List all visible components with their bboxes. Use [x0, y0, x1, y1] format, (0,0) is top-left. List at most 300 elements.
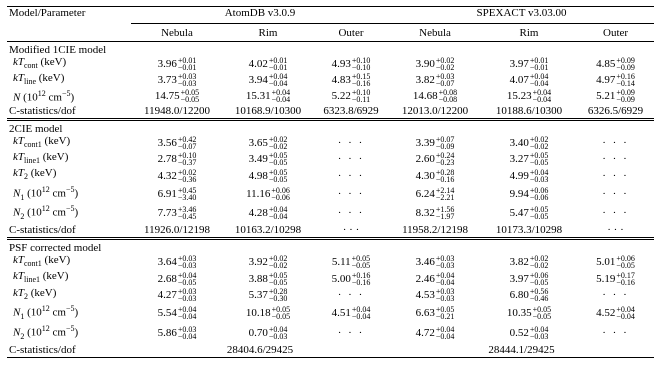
value-main: 6.63: [415, 306, 435, 319]
value-errors: [269, 255, 288, 269]
value-with-errors: [416, 255, 455, 269]
value-with-errors: [596, 306, 635, 320]
value-main: 10.18: [245, 306, 271, 319]
value-cell: [389, 167, 481, 183]
value-main: 10.35: [506, 306, 532, 319]
value-main: 6.24: [415, 187, 435, 200]
table-row: [7, 203, 654, 223]
value-cell: [223, 303, 313, 323]
value-errors: [178, 306, 197, 320]
table-row: [7, 287, 654, 303]
value-main: 3.82: [509, 256, 529, 269]
value-with-errors: [332, 57, 371, 71]
error-minus: −0.09: [616, 95, 635, 105]
error-plus: +0.03: [177, 254, 197, 264]
value-errors: [439, 89, 458, 103]
value-with-errors: [249, 255, 288, 269]
value-main: 3.73: [157, 74, 177, 87]
value-cell: [131, 303, 223, 323]
error-plus: +0.56: [529, 286, 549, 296]
error-plus: +3.46: [177, 205, 197, 215]
value-main: 3.94: [248, 74, 268, 87]
value-main: 2.68: [157, 272, 177, 285]
value-with-errors: [510, 169, 549, 183]
error-minus: −0.04: [532, 95, 552, 105]
value-cell: [313, 287, 389, 303]
table-row: [7, 323, 654, 343]
value-errors: [616, 57, 635, 71]
value-cell: [223, 56, 313, 72]
value-with-errors: [416, 73, 455, 87]
value-cell: [223, 167, 313, 183]
error-minus: −0.04: [529, 79, 549, 89]
value-with-errors: [158, 187, 197, 201]
value-cell: [577, 203, 654, 223]
value-cell: [577, 184, 654, 204]
value-cell: [223, 184, 313, 204]
value-errors: [616, 306, 635, 320]
error-plus: +0.02: [529, 135, 549, 145]
value-with-errors: [510, 272, 549, 286]
value-errors: [436, 306, 455, 320]
value-cell: [313, 56, 389, 72]
error-minus: −0.05: [532, 311, 552, 321]
value-errors: [178, 206, 197, 220]
value-errors: [178, 288, 197, 302]
value-main: 5.01: [596, 256, 616, 269]
section-title: PSF corrected model: [9, 242, 102, 255]
error-plus: +0.06: [529, 185, 549, 195]
value-cell: [131, 254, 223, 270]
error-minus: −0.04: [351, 311, 371, 321]
error-plus: +0.08: [438, 88, 458, 98]
value-main: 4.07: [509, 74, 529, 87]
error-plus: +0.42: [177, 135, 197, 145]
value-errors: [178, 169, 197, 183]
error-minus: −2.21: [435, 192, 455, 202]
error-minus: −0.03: [177, 261, 197, 271]
value-with-errors: [413, 89, 457, 103]
value-main: 4.28: [248, 207, 268, 220]
value-cell: [131, 56, 223, 72]
error-plus: +0.01: [529, 56, 549, 66]
stat-value: 6323.8/6929: [313, 104, 389, 120]
value-main: 4.83: [331, 74, 351, 87]
group-header: SPEXACT v3.03.00: [389, 7, 654, 24]
error-plus: +0.03: [435, 254, 455, 264]
ellipsis: · · ·: [602, 137, 629, 150]
value-cell: [131, 88, 223, 104]
region-header: Rim: [223, 24, 313, 42]
value-cell: [577, 135, 654, 151]
value-main: 3.64: [157, 256, 177, 269]
value-errors: [269, 136, 288, 150]
value-cell: [131, 72, 223, 88]
error-minus: −0.05: [529, 277, 549, 287]
value-with-errors: [158, 206, 197, 220]
error-minus: −0.16: [435, 174, 455, 184]
error-minus: −0.03: [529, 174, 549, 184]
value-with-errors: [246, 89, 290, 103]
stat-row: [7, 104, 654, 120]
value-errors: [436, 169, 455, 183]
value-errors: [269, 206, 288, 220]
stat-value: 10188.6/10300: [481, 104, 577, 120]
value-with-errors: [510, 136, 549, 150]
value-with-errors: [332, 272, 371, 286]
error-plus: +0.10: [351, 56, 371, 66]
value-main: 5.86: [157, 326, 177, 339]
value-with-errors: [510, 206, 549, 220]
section-title-row: [7, 239, 654, 255]
error-minus: −0.05: [271, 311, 291, 321]
value-with-errors: [510, 187, 549, 201]
error-plus: +0.10: [177, 151, 197, 161]
section-title-row: [7, 42, 654, 57]
error-minus: −0.05: [177, 277, 197, 287]
value-with-errors: [249, 206, 288, 220]
value-main: 14.75: [154, 90, 180, 103]
value-cell: [481, 254, 577, 270]
value-with-errors: [158, 288, 197, 302]
error-plus: +0.09: [616, 88, 635, 98]
error-plus: +2.14: [435, 185, 455, 195]
stat-value: · · ·: [577, 223, 654, 239]
stat-value: 28444.1/29425: [389, 343, 654, 358]
value-with-errors: [155, 89, 199, 103]
value-with-errors: [249, 152, 288, 166]
value-cell: [131, 270, 223, 286]
value-main: 3.82: [415, 74, 435, 87]
stat-value: 10168.9/10300: [223, 104, 313, 120]
value-with-errors: [158, 57, 197, 71]
value-errors: [178, 326, 197, 340]
error-minus: −0.01: [268, 63, 288, 73]
value-errors: [352, 272, 371, 286]
error-minus: −0.06: [529, 192, 549, 202]
value-cell: [577, 323, 654, 343]
value-with-errors: [510, 57, 549, 71]
error-minus: −0.07: [177, 142, 197, 152]
value-main: 5.00: [331, 272, 351, 285]
value-main: 0.52: [509, 326, 529, 339]
error-plus: +0.05: [268, 167, 288, 177]
error-minus: −0.02: [268, 261, 288, 271]
param-label: $N_1$ ($10^{12}$ $cm^{-5}$): [13, 303, 79, 321]
error-minus: −0.16: [351, 277, 371, 287]
value-with-errors: [158, 255, 197, 269]
value-main: 4.85: [596, 58, 616, 71]
value-cell: [313, 151, 389, 167]
error-minus: −0.36: [177, 174, 197, 184]
value-with-errors: [416, 306, 455, 320]
value-cell: [577, 270, 654, 286]
error-minus: −0.30: [268, 293, 288, 303]
value-errors: [616, 272, 635, 286]
value-errors: [436, 187, 455, 201]
error-minus: −0.04: [435, 331, 455, 341]
error-minus: −0.04: [268, 79, 288, 89]
error-minus: −0.21: [435, 311, 455, 321]
value-cell: [481, 151, 577, 167]
value-cell: [313, 323, 389, 343]
stat-row: [7, 223, 654, 239]
value-cell: [481, 184, 577, 204]
error-minus: −0.05: [529, 158, 549, 168]
ellipsis: · · ·: [337, 187, 365, 200]
value-with-errors: [158, 73, 197, 87]
value-cell: [313, 184, 389, 204]
value-with-errors: [158, 326, 197, 340]
value-errors: [530, 152, 549, 166]
error-plus: +0.06: [616, 254, 635, 264]
error-minus: −0.03: [529, 331, 549, 341]
error-minus: −0.03: [435, 261, 455, 271]
param-label: N ($10^{12}$ $cm^{-5}$): [13, 89, 75, 105]
error-minus: −0.05: [351, 261, 371, 271]
error-minus: −0.05: [268, 174, 288, 184]
error-plus: +0.04: [268, 72, 288, 82]
error-minus: −0.02: [529, 142, 549, 152]
value-cell: [389, 88, 481, 104]
value-errors: [178, 255, 197, 269]
section-title: Modified 1CIE model: [9, 44, 107, 56]
value-main: 3.96: [157, 58, 177, 71]
param-label: $kT_{cont}$ (keV): [13, 56, 67, 71]
value-with-errors: [246, 306, 290, 320]
param-label: $kT_2$ (keV): [13, 167, 57, 182]
value-with-errors: [249, 326, 288, 340]
value-cell: [389, 303, 481, 323]
value-errors: [178, 57, 197, 71]
error-minus: −0.10: [351, 63, 371, 73]
error-minus: −0.05: [616, 261, 635, 271]
error-plus: +0.04: [435, 270, 455, 280]
value-cell: [481, 56, 577, 72]
error-plus: +0.04: [532, 88, 552, 98]
region-header: Outer: [313, 24, 389, 42]
value-cell: [389, 72, 481, 88]
value-with-errors: [416, 187, 455, 201]
value-with-errors: [158, 272, 197, 286]
value-with-errors: [249, 169, 288, 183]
value-main: 2.78: [157, 153, 177, 166]
value-cell: [313, 203, 389, 223]
value-with-errors: [158, 306, 197, 320]
ellipsis: · · ·: [602, 288, 629, 301]
param-label: $kT_{line}$ (keV): [13, 72, 65, 87]
value-with-errors: [510, 73, 549, 87]
error-plus: +0.05: [529, 205, 549, 215]
value-errors: [530, 57, 549, 71]
value-errors: [272, 306, 291, 320]
value-cell: [481, 88, 577, 104]
table-row: [7, 270, 654, 286]
value-cell: [389, 287, 481, 303]
value-errors: [616, 73, 635, 87]
value-cell: [131, 323, 223, 343]
value-cell: [313, 303, 389, 323]
error-plus: +0.04: [177, 270, 197, 280]
region-header: Nebula: [131, 24, 223, 42]
value-cell: [481, 270, 577, 286]
error-minus: −0.04: [435, 277, 455, 287]
value-errors: [436, 272, 455, 286]
value-with-errors: [249, 57, 288, 71]
error-plus: +0.03: [177, 324, 197, 334]
ellipsis: · · ·: [602, 153, 629, 166]
value-errors: [352, 306, 371, 320]
value-cell: [313, 88, 389, 104]
table-row: [7, 72, 654, 88]
error-plus: +0.05: [268, 270, 288, 280]
value-with-errors: [416, 152, 455, 166]
error-minus: −0.03: [177, 293, 197, 303]
value-cell: [577, 88, 654, 104]
value-cell: [389, 135, 481, 151]
error-plus: +0.24: [435, 151, 455, 161]
error-plus: +0.07: [435, 135, 455, 145]
value-errors: [269, 326, 288, 340]
value-main: 4.72: [415, 326, 435, 339]
value-errors: [616, 255, 635, 269]
value-cell: [313, 270, 389, 286]
error-minus: −0.37: [177, 158, 197, 168]
section-title-row: [7, 120, 654, 136]
value-main: 3.27: [509, 153, 529, 166]
value-cell: [223, 151, 313, 167]
value-cell: [223, 88, 313, 104]
value-main: 3.49: [248, 153, 268, 166]
value-main: 3.39: [415, 137, 435, 150]
value-errors: [436, 57, 455, 71]
error-plus: +0.04: [529, 324, 549, 334]
value-cell: [481, 135, 577, 151]
value-main: 4.98: [248, 169, 268, 182]
value-cell: [481, 167, 577, 183]
value-errors: [269, 169, 288, 183]
value-cell: [389, 254, 481, 270]
value-with-errors: [249, 73, 288, 87]
group-header: AtomDB v3.0.9: [131, 7, 389, 24]
table-row: [7, 184, 654, 204]
value-with-errors: [246, 187, 290, 201]
ellipsis: · · ·: [602, 207, 629, 220]
error-plus: +0.06: [271, 185, 290, 195]
param-label: $kT_{line1}$ (keV): [13, 151, 69, 166]
value-with-errors: [249, 288, 288, 302]
value-with-errors: [416, 136, 455, 150]
value-cell: [313, 167, 389, 183]
value-with-errors: [158, 169, 197, 183]
value-with-errors: [416, 57, 455, 71]
value-main: 3.92: [248, 256, 268, 269]
value-main: 3.46: [415, 256, 435, 269]
value-main: 5.54: [157, 306, 177, 319]
value-main: 5.11: [331, 256, 351, 269]
error-plus: +0.02: [268, 135, 288, 145]
value-cell: [223, 254, 313, 270]
param-label: $kT_2$ (keV): [13, 286, 57, 301]
param-label: $N_1$ ($10^{12}$ $cm^{-5}$): [13, 184, 79, 202]
value-cell: [389, 184, 481, 204]
value-with-errors: [416, 326, 455, 340]
value-with-errors: [249, 136, 288, 150]
param-label: $N_2$ ($10^{12}$ $cm^{-5}$): [13, 323, 79, 341]
value-main: 5.47: [509, 207, 529, 220]
value-cell: [389, 203, 481, 223]
value-with-errors: [596, 57, 635, 71]
error-minus: −0.03: [268, 331, 288, 341]
error-plus: +0.02: [435, 56, 455, 66]
param-label: $N_2$ ($10^{12}$ $cm^{-5}$): [13, 204, 79, 222]
value-main: 8.32: [415, 207, 435, 220]
ellipsis: · · ·: [337, 169, 365, 182]
value-cell: [223, 287, 313, 303]
value-errors: [436, 206, 455, 220]
error-plus: +0.04: [435, 324, 455, 334]
error-plus: +0.05: [180, 88, 200, 98]
value-errors: [352, 255, 371, 269]
value-with-errors: [249, 272, 288, 286]
value-errors: [436, 255, 455, 269]
value-cell: [481, 203, 577, 223]
value-main: 6.91: [157, 187, 177, 200]
region-header: Rim: [481, 24, 577, 42]
value-errors: [272, 89, 291, 103]
value-errors: [178, 272, 197, 286]
value-main: 5.21: [596, 90, 616, 103]
value-main: 0.70: [248, 326, 268, 339]
value-errors: [530, 272, 549, 286]
value-cell: [577, 287, 654, 303]
value-errors: [181, 89, 200, 103]
value-with-errors: [596, 255, 635, 269]
value-with-errors: [416, 206, 455, 220]
value-main: 4.99: [509, 169, 529, 182]
table-row: [7, 151, 654, 167]
value-errors: [269, 272, 288, 286]
value-errors: [530, 187, 549, 201]
value-main: 4.97: [596, 74, 616, 87]
value-cell: [389, 270, 481, 286]
error-plus: +0.15: [351, 72, 371, 82]
error-plus: +0.05: [268, 151, 288, 161]
value-errors: [178, 73, 197, 87]
error-plus: +0.03: [435, 286, 455, 296]
stat-value: 6326.5/6929: [577, 104, 654, 120]
value-errors: [269, 152, 288, 166]
error-minus: −1.97: [435, 212, 455, 222]
value-cell: [223, 203, 313, 223]
value-cell: [313, 72, 389, 88]
value-main: 5.37: [248, 288, 268, 301]
ellipsis: · · ·: [337, 207, 365, 220]
error-minus: −0.04: [177, 331, 197, 341]
value-errors: [269, 288, 288, 302]
value-cell: [389, 151, 481, 167]
value-errors: [352, 89, 371, 103]
value-with-errors: [416, 169, 455, 183]
value-cell: [131, 203, 223, 223]
error-plus: +0.16: [351, 270, 371, 280]
error-minus: −0.11: [351, 95, 371, 105]
stat-value: 28404.6/29425: [131, 343, 389, 358]
value-main: 9.94: [509, 187, 529, 200]
error-minus: −0.09: [435, 142, 455, 152]
value-cell: [389, 323, 481, 343]
error-minus: −0.23: [435, 158, 455, 168]
